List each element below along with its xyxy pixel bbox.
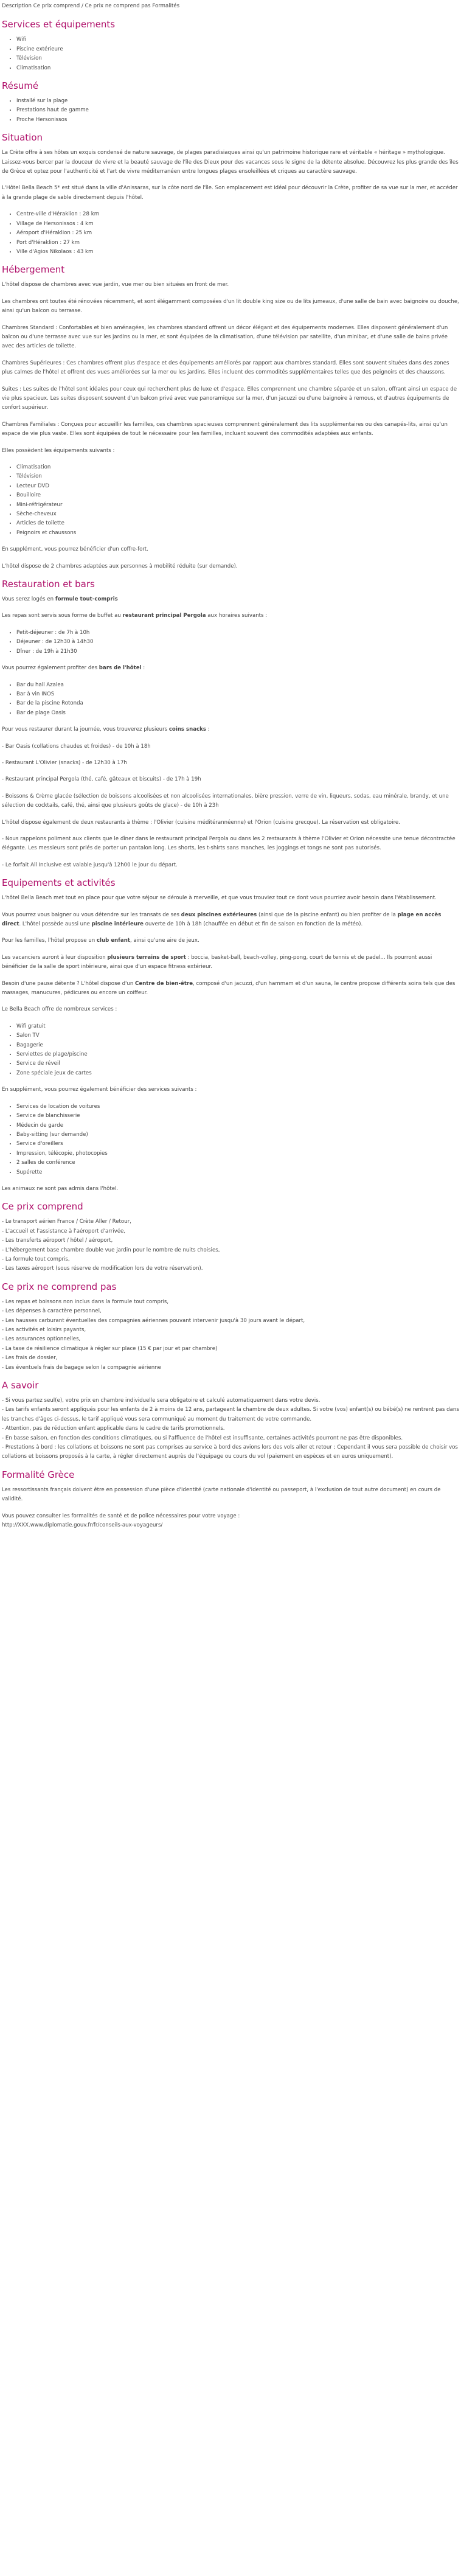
list-item: • Ville d'Agios Nikolaos : 43 km <box>16 248 459 257</box>
services-heading: Services et équipements <box>2 19 116 30</box>
summary-heading: Résumé <box>2 80 39 92</box>
list-item: - L'accueil et l'assistance à l'aéroport d'arrivée, <box>2 1228 126 1234</box>
notes-list <box>2 1396 459 1462</box>
list-item: - La formule tout compris, <box>2 1256 70 1262</box>
themed-restaurants-paragraph: L'hôtel dispose également de deux restaurants à thème : l'Olivier (cuisine méditérannéenne) et l'Orion (cuisine grecque). La réservation est obligatoire. <box>2 819 400 826</box>
list-item: • Baby-sitting (sur demande) <box>16 1130 459 1140</box>
list-item: • Supérette <box>16 1168 459 1177</box>
snack-line: - Restaurant L'Olivier (snacks) - de 12h30 à 17h <box>2 759 127 766</box>
location-heading: Situation <box>2 132 43 144</box>
list-item: • Bouilloire <box>16 491 459 500</box>
summary-list <box>2 97 459 125</box>
list-item: • Centre-ville d'Héraklion : 28 km <box>16 210 459 219</box>
list-item: - Les éventuels frais de bagage selon la compagnie aérienne <box>2 1364 161 1371</box>
list-item: - La taxe de résilience climatique à régler sur place (15 € par jour et par chambre) <box>2 1345 218 1352</box>
activities-paragraph: En supplément, vous pourrez également bénéficier des services suivants : <box>2 1087 197 1093</box>
drinks-line: - Boissons & Crème glacée (sélection de boissons alcoolisées et non alcoolisées internationales, bière pression, verre de vin, liqueurs, sodas, eau minérale, brandy, et une sélection de cocktails, café, thé, ainsi que plusieurs goûts de glace) - de 10h à 23h <box>2 793 449 809</box>
formalities-paragraph: Les ressortissants français doivent être en possession d'une pièce d'identité (carte nationale d'identité ou passeport, à l'exclusion de tout autre document) en cours de validité. <box>2 1486 441 1503</box>
list-item: • Mini-réfrigérateur <box>16 501 459 510</box>
list-item: • Service de blanchisserie <box>16 1112 459 1121</box>
list-item: • Médecin de garde <box>16 1121 459 1130</box>
nav-link-formalities[interactable]: Formalités <box>152 3 180 9</box>
bars-paragraph: Vous pourrez également profiter des bars de l'hôtel : <box>2 665 145 672</box>
list-item: • Bar de plage Oasis <box>16 709 459 718</box>
list-item: - Les activités et loisirs payants, <box>2 1327 86 1333</box>
list-item: • Prestations haut de gamme <box>16 106 459 115</box>
list-item: • Impression, télécopie, photocopies <box>16 1149 459 1158</box>
list-item: - Les transferts aéroport / hôtel / aéroport, <box>2 1238 113 1244</box>
list-item: • Aéroport d'Héraklion : 25 km <box>16 229 459 238</box>
suite-paragraph: Suites : Les suites de l'hôtel sont idéales pour ceux qui recherchent plus de luxe et d'espace. Elles comprennent une chambre séparée et un salon, offrant ainsi un espace de vie plus spacieux. Les suites disposent souvent d'un balcon privé avec vue panoramique sur la mer, d'un jacuzzi ou d'une baignoire à remous, et d'autres équipements de confort supérieur. <box>2 386 457 411</box>
all-inclusive-note: - Le forfait All Inclusive est valable jusqu'à 12h00 le jour du départ. <box>2 862 178 868</box>
snacks-paragraph: Pour vous restaurer durant la journée, vous trouverez plusieurs coins snacks : <box>2 726 210 733</box>
accommodation-paragraph: En supplément, vous pourrez bénéficier d'un coffre-fort. <box>2 546 149 553</box>
list-item: • Climatisation <box>16 463 459 472</box>
standard-room-paragraph: Chambres Standard : Confortables et bien aménagées, les chambres standard offrent un décor élégant et des équipements modernes. Elles disposent généralement d'un balcon ou d'une terrasse avec vue sur les jardins ou la mer, et sont équipées de la climatisation, d'une télévision par satellite, d'un minibar, et d'une salle de bains privée avec des articles de toilette. <box>2 324 448 350</box>
list-item: • Serviettes de plage/piscine <box>16 1050 459 1059</box>
activities-paragraph: Le Bella Beach offre de nombreux services : <box>2 1006 117 1013</box>
notes-heading: A savoir <box>2 1380 39 1391</box>
meal-times-list <box>2 628 459 656</box>
nav-link-description[interactable]: Description <box>2 3 32 9</box>
list-item: • Bagagerie <box>16 1041 459 1050</box>
accommodation-paragraph: Elles possèdent les équipements suivants : <box>2 447 115 454</box>
list-item: - Attention, pas de réduction enfant applicable dans le cadre de tarifs promotionnels. <box>2 1426 225 1432</box>
pools-paragraph: Vous pourrez vous baigner ou vous détendre sur les transats de ses deux piscines extérieures (ainsi que de la piscine enfant) ou bien profiter de la plage en accès direct. L'hôtel possède aussi une piscine intérieure ouverte de 10h à 18h (chauffée en début et fin de saison en fonction de la météo). <box>2 911 442 927</box>
list-item: - Les repas et boissons non inclus dans la formule tout compris, <box>2 1298 169 1305</box>
snack-line: - Restaurant principal Pergola (thé, café, gâteaux et biscuits) - de 17h à 19h <box>2 776 201 783</box>
superior-room-paragraph: Chambres Supérieures : Ces chambres offrent plus d'espace et des équipements améliorés par rapport aux chambres standard. Elles sont souvent situées dans des zones plus calmes de l'hôtel et offrent des vues améliorées sur la mer ou les jardins. Elles incluent des commodités supplémentaires telles que des peignoirs et des chaussons. <box>2 360 449 376</box>
list-item: - L'hébergement base chambre double vue jardin pour le nombre de nuits choisies, <box>2 1247 220 1253</box>
list-item: • 2 salles de conférence <box>16 1158 459 1168</box>
list-item: • Services de location de voitures <box>16 1102 459 1112</box>
catering-heading: Restauration et bars <box>2 579 95 590</box>
formalities-link[interactable]: http://XXX.www.diplomatie.gouv.fr/fr/conseils-aux-voyageurs/ <box>2 1522 163 1529</box>
list-item: - Les tarifs enfants seront appliqués pour les enfants de 2 à moins de 12 ans, partageant la chambre de deux adultes. Si votre (vos) enfant(s) ou bébé(s) ne rentrent pas dans les tranches d'âges ci-dessus, le tarif appliqué vous sera communiqué au moment du traitement de votre commande. <box>2 1407 459 1422</box>
list-item: • Climatisation <box>16 64 459 73</box>
board-paragraph: Vous serez logés en formule tout-compris <box>2 596 118 603</box>
list-item: • Service d'oreillers <box>16 1140 459 1149</box>
section-nav <box>2 2 459 11</box>
pets-note: Les animaux ne sont pas admis dans l'hôtel. <box>2 1185 119 1192</box>
room-equipment-list <box>2 463 459 538</box>
list-item: • Articles de toilette <box>16 519 459 528</box>
accommodation-paragraph: Les chambres ont toutes été rénovées récemment, et sont élégamment composées d'un lit double king size ou de lits jumeaux, d'une salle de bain avec baignoire ou douche, ainsi qu'un balcon ou terrasse. <box>2 298 459 315</box>
list-item: • Bar à vin INOS <box>16 690 459 699</box>
list-item: • Installé sur la plage <box>16 97 459 106</box>
list-item: • Zone spéciale jeux de cartes <box>16 1069 459 1078</box>
wellness-paragraph: Besoin d'une pause détente ? L'hôtel dispose d'un Centre de bien-être, composé d'un jacuzzi, d'un hammam et d'un sauna, le centre propose différents soins tels que des massages, manucures, pédicures ou encore un coiffeur. <box>2 980 456 997</box>
nav-link-excludes[interactable]: Ce prix ne comprend pas <box>85 3 151 9</box>
sports-paragraph: Les vacanciers auront à leur disposition plusieurs terrains de sport : boccia, basket-ball, beach-volley, ping-pong, court de tennis et de padel... Ils pourront aussi bénéficier de la salle de sport intérieure, ainsi que d'un espace fitness extérieur. <box>2 954 432 970</box>
formalities-paragraph: Vous pouvez consulter les formalités de santé et de police nécessaires pour votre voyage : <box>2 1513 240 1519</box>
list-item: • Télévision <box>16 54 459 63</box>
list-item: - Les assurances optionnelles, <box>2 1336 81 1343</box>
list-item: • Wifi gratuit <box>16 1022 459 1031</box>
snack-line: - Bar Oasis (collations chaudes et froides) - de 10h à 18h <box>2 743 151 750</box>
list-item: • Wifi <box>16 35 459 44</box>
includes-heading: Ce prix comprend <box>2 1201 83 1213</box>
free-services-list <box>2 1022 459 1078</box>
list-item: • Service de réveil <box>16 1059 459 1068</box>
list-item: • Bar de la piscine Rotonda <box>16 699 459 708</box>
location-paragraph: L'Hôtel Bella Beach 5* est situé dans la ville d'Anissaras, sur la côte nord de l'île. Son emplacement est idéal pour découvrir la Crète, profiter de sa vue sur la mer, et accéder à la grande plage de sable directement depuis l'hôtel. <box>2 185 458 201</box>
list-item: • Lecteur DVD <box>16 482 459 491</box>
includes-list <box>2 1217 459 1273</box>
dress-code-paragraph: - Nous rappelons poliment aux clients que le dîner dans le restaurant principal Pergola ou dans les 2 restaurants à thème l'Olivier et Orion nécessite une tenue décontractée élégante. Les messieurs sont priés de porter un pantalon long. Les shorts, les t-shirts sans manches, les joggings et tongs ne sont pas autorisés. <box>2 835 456 852</box>
list-item: • Village de Hersonissos : 4 km <box>16 220 459 229</box>
list-item: - Le transport aérien France / Crète Aller / Retour, <box>2 1219 131 1225</box>
list-item: • Piscine extérieure <box>16 45 459 54</box>
formalities-heading: Formalité Grèce <box>2 1469 75 1480</box>
list-item: - Les frais de dossier, <box>2 1355 58 1362</box>
list-item: • Proche Hersonissos <box>16 116 459 125</box>
activities-paragraph: L'hôtel Bella Beach met tout en place pour que votre séjour se déroule à merveille, et que vous trouviez tout ce dont vous pourriez avoir besoin dans l'établissement. <box>2 895 437 902</box>
list-item: • Salon TV <box>16 1031 459 1040</box>
list-item: - Prestations à bord : les collations et boissons ne sont pas comprises au service à bord des avions lors des vols aller et retour ; Cependant il vous sera possible de choisir vos collations et boissons proposés à la carte, à régler directement auprès de l'équipage ou cours du vol (paiement en espèces et en euros uniquement). <box>2 1444 458 1460</box>
accommodation-paragraph: L'hôtel dispose de 2 chambres adaptées aux personnes à mobilité réduite (sur demande). <box>2 563 238 569</box>
distance-list <box>2 210 459 257</box>
list-item: - Les taxes aéroport (sous réserve de modification lors de votre réservation). <box>2 1265 203 1272</box>
nav-link-includes[interactable]: Ce prix comprend <box>33 3 80 9</box>
list-item: • Port d'Héraklion : 27 km <box>16 238 459 248</box>
excludes-list <box>2 1298 459 1373</box>
bars-list <box>2 681 459 719</box>
activities-heading: Equipements et activités <box>2 877 116 889</box>
list-item: • Télévision <box>16 472 459 481</box>
list-item: • Déjeuner : de 12h30 à 14h30 <box>16 638 459 647</box>
location-paragraph: La Crète offre à ses hôtes un exquis condensé de nature sauvage, de plages paradisiaques ainsi qu'un patrimoine historique rare et véritable « héritage » mythologique. Laissez-vous bercer par la douceur de vivre et la beauté sauvage de l'île des Dieux pour des vacances sous le signe de la détente absolue. Découvrez les plus grande des îles de Grèce et optez pour l'authenticité et l'art de vivre méditerranéen entre longues plages ensoleillées et criques au caractère sauvage. <box>2 150 459 175</box>
paid-services-list <box>2 1102 459 1177</box>
formalities-link-block <box>2 1512 459 1531</box>
excludes-heading: Ce prix ne comprend pas <box>2 1281 117 1292</box>
list-item: - Les dépenses à caractère personnel, <box>2 1308 102 1315</box>
meals-paragraph: Les repas sont servis sous forme de buffet au restaurant principal Pergola aux horaires suivants : <box>2 613 268 619</box>
list-item: • Bar du hall Azalea <box>16 681 459 690</box>
list-item: • Dîner : de 19h à 21h30 <box>16 647 459 656</box>
family-room-paragraph: Chambres Familiales : Conçues pour accueillir les familles, ces chambres spacieuses comprennent généralement des lits supplémentaires ou des canapés-lits, ainsi qu'un espace de vie plus vaste. Elles sont équipées de tout le nécessaire pour les familles, incluant souvent des commodités adaptées aux enfants. <box>2 421 448 437</box>
nav-separator: / <box>81 3 85 9</box>
accommodation-heading: Hébergement <box>2 264 65 276</box>
list-item: - Si vous partez seul(e), votre prix en chambre individuelle sera obligatoire et calculé automatiquement dans votre devis. <box>2 1398 321 1404</box>
list-item: • Petit-déjeuner : de 7h à 10h <box>16 628 459 638</box>
list-item: • Peignoirs et chaussons <box>16 529 459 538</box>
services-list <box>2 35 459 73</box>
kids-club-paragraph: Pour les familles, l'hôtel propose un club enfant, ainsi qu'une aire de jeux. <box>2 938 199 944</box>
list-item: - Les hausses carburant éventuelles des compagnies aériennes pouvant intervenir jusqu'à 30 jours avant le départ, <box>2 1317 305 1324</box>
accommodation-paragraph: L'hôtel dispose de chambres avec vue jardin, vue mer ou bien situées en front de mer. <box>2 282 229 288</box>
list-item: • Sèche-cheveux <box>16 510 459 519</box>
list-item: - En basse saison, en fonction des conditions climatiques, ou si l'affluence de l'hôtel est insuffisante, certaines activités pourront ne pas être disponibles. <box>2 1435 403 1441</box>
